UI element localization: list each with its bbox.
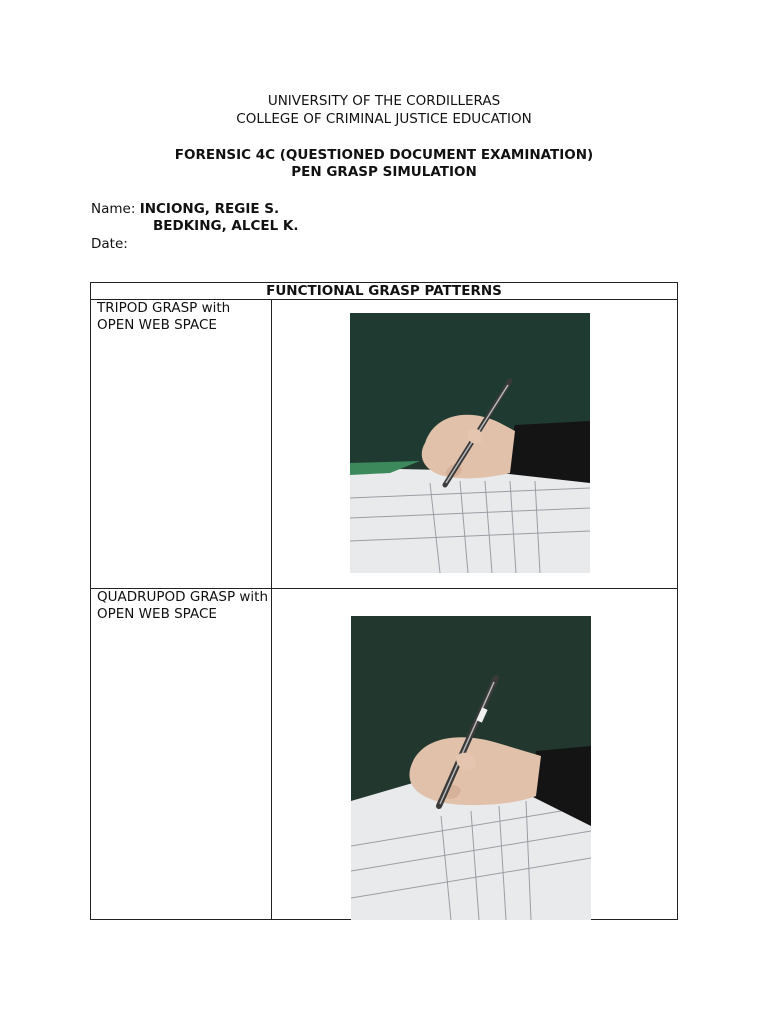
- quadrupod-grasp-label: QUADRUPOD GRASP with OPEN WEB SPACE: [91, 589, 272, 920]
- quadrupod-photo-cell: [272, 589, 678, 920]
- name-label: Name:: [91, 201, 136, 217]
- student-name-1: INCIONG, REGIE S.: [139, 201, 280, 217]
- student-name-2: BEDKING, ALCEL K.: [153, 218, 299, 234]
- table-row: [91, 300, 678, 589]
- tripod-grasp-label: TRIPOD GRASP with OPEN WEB SPACE: [91, 300, 272, 589]
- date-label: Date:: [91, 236, 128, 252]
- tripod-grasp-photo: [350, 313, 590, 573]
- activity-title: PEN GRASP SIMULATION: [291, 164, 477, 180]
- tripod-photo-cell: [272, 300, 678, 589]
- grasp-patterns-table: [90, 282, 678, 920]
- course-title: FORENSIC 4C (QUESTIONED DOCUMENT EXAMINATION): [174, 147, 594, 163]
- table-row: [91, 589, 678, 920]
- name-line: [91, 200, 279, 218]
- table-title: FUNCTIONAL GRASP PATTERNS: [91, 283, 678, 300]
- university-name: UNIVERSITY OF THE CORDILLERAS: [267, 93, 501, 109]
- college-name: COLLEGE OF CRIMINAL JUSTICE EDUCATION: [236, 111, 532, 127]
- quadrupod-grasp-photo: [351, 616, 591, 920]
